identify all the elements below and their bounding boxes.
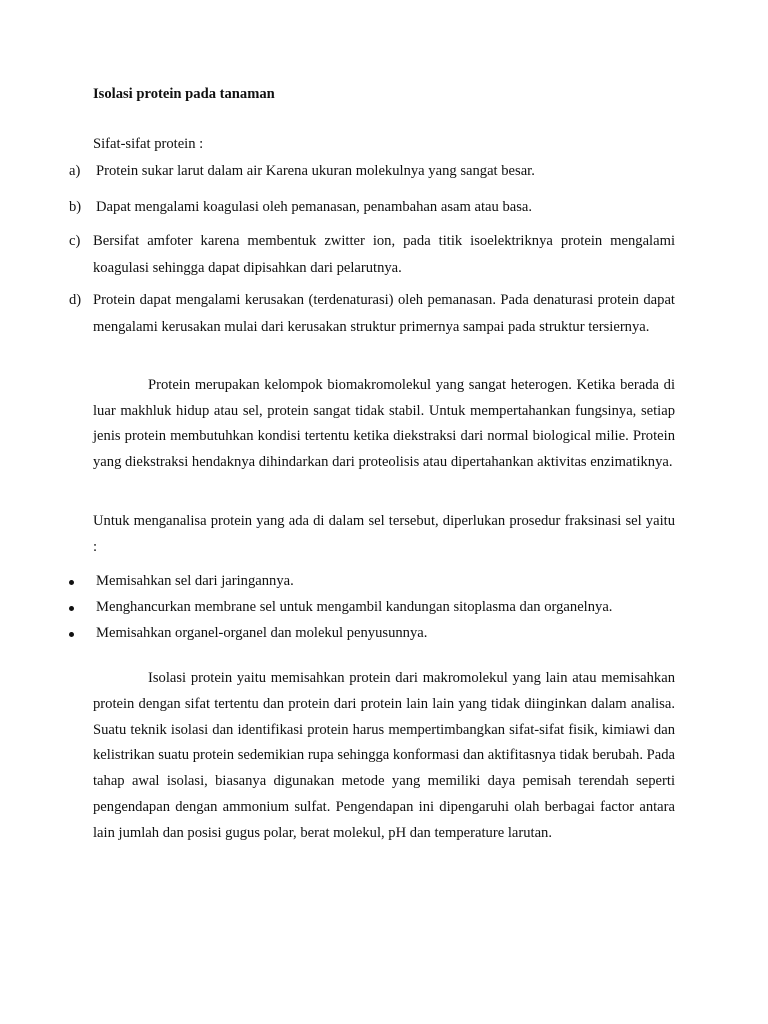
property-text: Protein dapat mengalami kerusakan (terdenaturasi) oleh pemanasan. Pada denaturasi protein dapat mengalami kerusakan mulai dari kerusakan struktur primernya sampai pada struktur tersiernya. xyxy=(93,292,675,335)
property-marker: c) xyxy=(69,233,81,249)
list-item-text: Memisahkan organel-organel dan molekul penyusunnya. xyxy=(96,625,428,641)
bullet-icon xyxy=(69,606,74,611)
list-item-text: Memisahkan sel dari jaringannya. xyxy=(96,573,294,589)
property-text: Dapat mengalami koagulasi oleh pemanasan, penambahan asam atau basa. xyxy=(96,199,533,215)
paragraph-text: Isolasi protein yaitu memisahkan protein dari makromolekul yang lain atau memisahkan protein dengan sifat tertentu dan protein dari protein lain lain yang tidak diinginkan dalam analisa. Suatu teknik isolasi dan identifikasi protein harus mempertimbangkan sifat-sifat fisik, kimiawi dan kelistrikan suatu protein sedemikian rupa sehingga konformasi dan aktifitasnya tidak berubah. Pada tahap awal isolasi, biasanya digunakan metode yang memiliki daya pemisah terendah seperti pengendapan dengan ammonium sulfat. Pengendapan ini dipengaruhi olah berbagai factor antara lain jumlah dan posisi gugus polar, berat molekul, pH dan temperature larutan. xyxy=(93,670,675,841)
properties-intro: Sifat-sifat protein : xyxy=(93,136,204,152)
property-marker: a) xyxy=(69,163,81,179)
bullet-icon xyxy=(69,632,74,637)
paragraph-isolation xyxy=(93,666,675,847)
property-text: Bersifat amfoter karena membentuk zwitter ion, pada titik isoelektriknya protein mengalami koagulasi sehingga dapat dipisahkan dari pelarutnya. xyxy=(93,233,675,276)
paragraph-fractionation: Untuk menganalisa protein yang ada di dalam sel tersebut, diperlukan prosedur fraksinasi sel yaitu : xyxy=(93,513,675,555)
bullet-icon xyxy=(69,580,74,585)
list-item-text: Menghancurkan membrane sel untuk mengambil kandungan sitoplasma dan organelnya. xyxy=(96,599,613,615)
paragraph-biomacromolecule xyxy=(93,373,675,475)
property-marker: b) xyxy=(69,199,82,215)
property-text: Protein sukar larut dalam air Karena ukuran molekulnya yang sangat besar. xyxy=(96,163,535,179)
paragraph-text: Protein merupakan kelompok biomakromolekul yang sangat heterogen. Ketika berada di luar makhluk hidup atau sel, protein sangat tidak stabil. Untuk mempertahankan fungsinya, setiap jenis protein membutuhkan kondisi tertentu ketika diekstraksi dari normal biological milie. Protein yang diekstraksi hendaknya dihindarkan dari proteolisis atau dipertahankan aktivitas enzimatiknya. xyxy=(93,377,675,470)
property-marker: d) xyxy=(69,292,82,308)
document-title: Isolasi protein pada tanaman xyxy=(93,86,275,102)
